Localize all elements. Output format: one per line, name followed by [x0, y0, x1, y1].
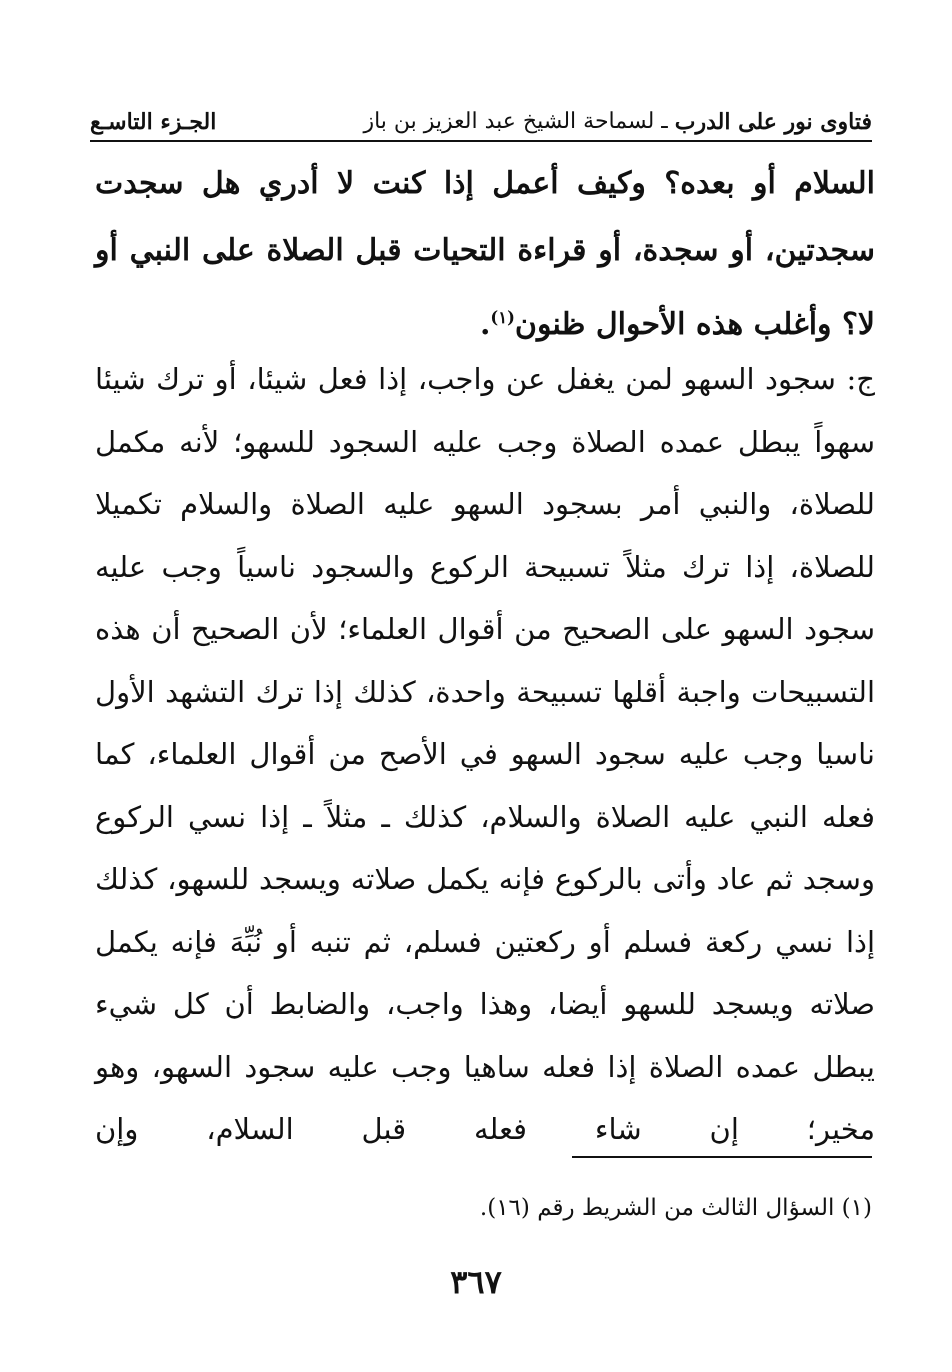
volume-label: الجـزء التاسـع	[90, 109, 217, 135]
footnote-reference: (١)	[490, 308, 515, 327]
author-name: ـ لسماحة الشيخ عبد العزيز بن باز	[363, 109, 668, 134]
question-text	[95, 150, 875, 358]
question-end-punct: .	[479, 307, 491, 342]
footnote: (١) السؤال الثالث من الشريط رقم (١٦).	[479, 1195, 872, 1221]
book-title: فتاوى نور على الدرب	[674, 109, 872, 135]
page-number: ٣٦٧	[450, 1263, 502, 1301]
question-body: السلام أو بعده؟ وكيف أعمل إذا كنت لا أدري هل سجدت سجدتين، أو سجدة، أو قراءة التحيات قبل الصلاة على النبي أو لا؟ وأغلب هذه الأحوال ظنون	[95, 166, 875, 342]
answer-text: ج: سجود السهو لمن يغفل عن واجب، إذا فعل شيئا، أو ترك شيئا سهواً يبطل عمده الصلاة وجب عليه السجود للسهو؛ لأنه مكمل للصلاة، والنبي أمر بسجود السهو عليه الصلاة والسلام تكميلا للصلاة، إذا ترك مثلاً تسبيحة الركوع والسجود ناسياً وجب عليه سجود السهو على الصحيح من أقوال العلماء؛ لأن الصحيح أن هذه التسبيحات واجبة أقلها تسبيحة واحدة، كذلك إذا ترك التشهد الأول ناسيا وجب عليه سجود السهو في الأصح من أقوال العلماء، كما فعله النبي عليه الصلاة والسلام، كذلك ـ مثلاً ـ إذا نسي الركوع وسجد ثم عاد وأتى بالركوع فإنه يكمل صلاته ويسجد للسهو، كذلك إذا نسي ركعة فسلم أو ركعتين فسلم، ثم تنبه أو نُبِّهَ فإنه يكمل صلاته ويسجد للسهو أيضا، وهذا واجب، والضابط أن كل شيء يبطل عمده الصلاة إذا فعله ساهيا وجب عليه سجود السهو، وهو مخير؛ إن شاء فعله قبل السلام، وإن	[95, 362, 875, 1146]
footnote-separator	[572, 1156, 872, 1158]
running-header	[90, 96, 872, 142]
